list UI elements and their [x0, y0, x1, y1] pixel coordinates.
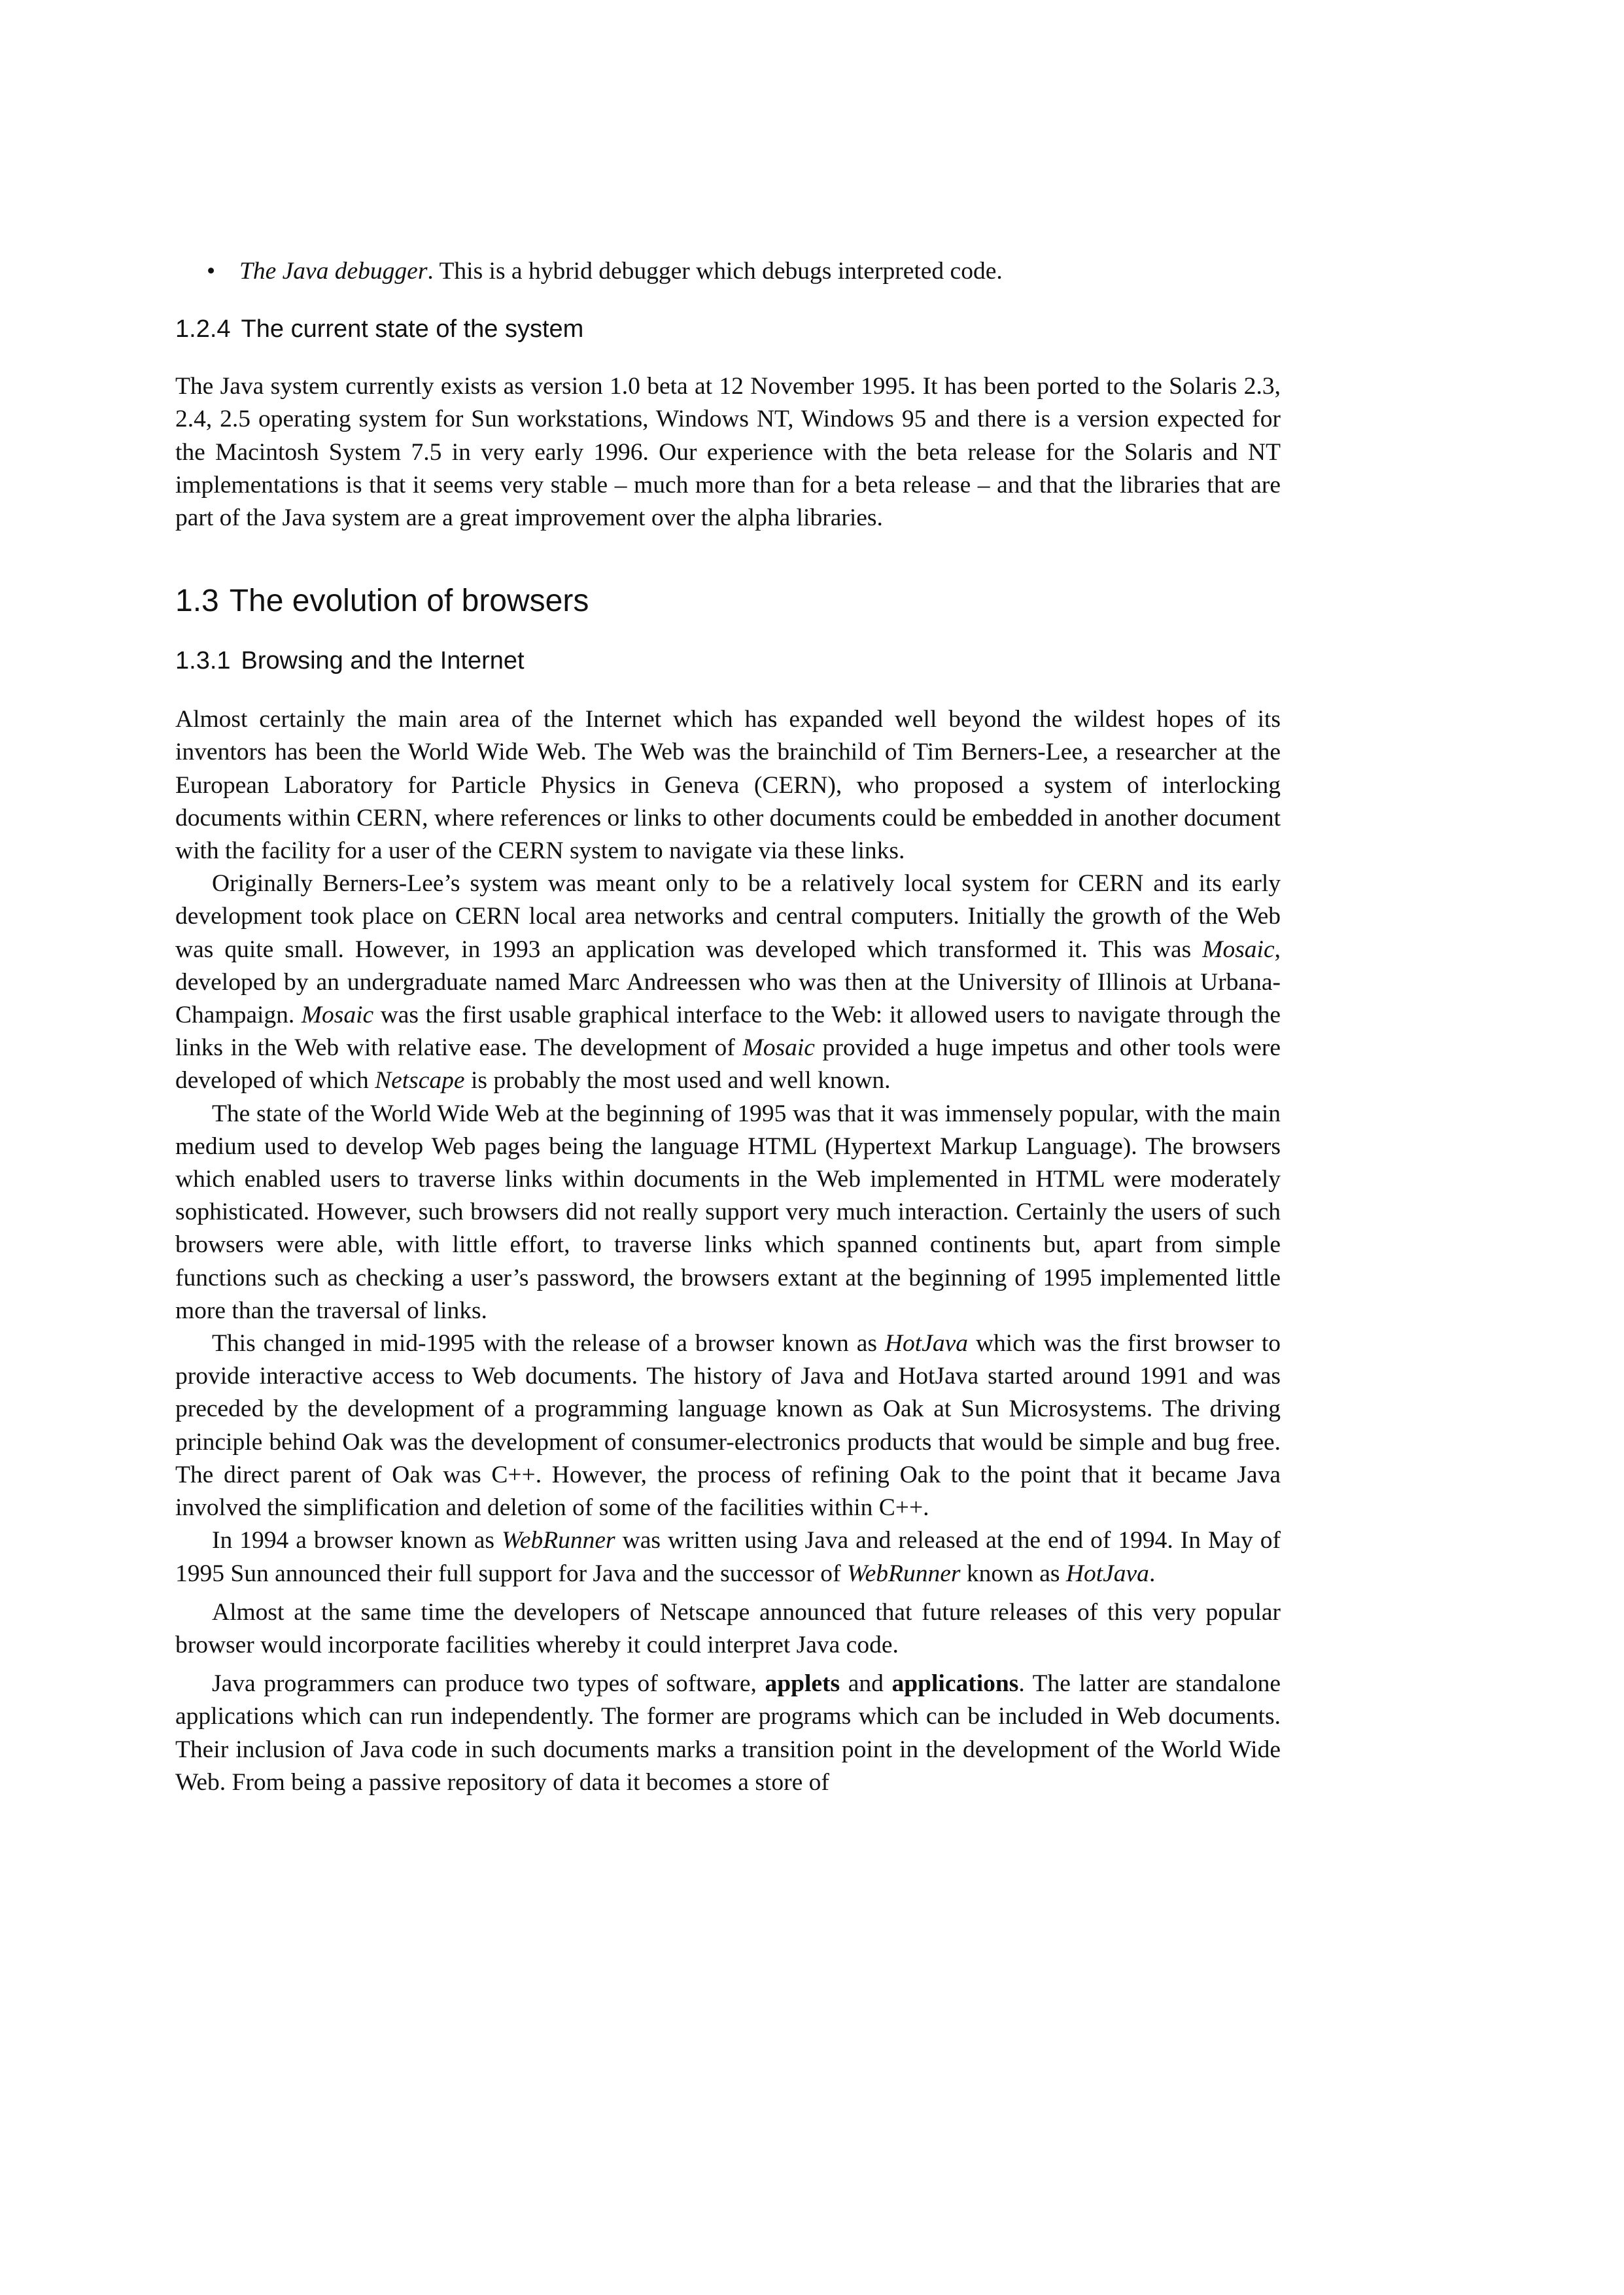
text-run: Originally Berners-Lee’s system was meant only to be a relatively local system for CERN and its early development took place on CERN local area networks and central computers. Initially the growth of the Web was quite small. However, in 1993 an application was developed which transformed it. This was	[175, 870, 1281, 963]
italic-webrunner: WebRunner	[846, 1560, 961, 1587]
heading-number: 1.3.1	[175, 647, 231, 675]
italic-webrunner: WebRunner	[502, 1527, 615, 1554]
heading-1-3	[175, 582, 1281, 621]
text-run: .	[1149, 1560, 1156, 1587]
heading-1-3-1	[175, 644, 1281, 677]
italic-mosaic: Mosaic	[1202, 936, 1275, 963]
italic-hotjava: HotJava	[1065, 1560, 1149, 1587]
text-run: which was the first browser to provide interactive access to Web documents. The history of Java and HotJava started around 1991 and was preceded by the development of a programming language known as Oak at Sun Microsystems. The driving principle behind Oak was the development of consumer-electronics products that would be simple and bug free. The direct parent of Oak was C++. However, the process of refining Oak to the point that it became Java involved the simplification and deletion of some of the facilities within C++.	[175, 1330, 1281, 1522]
italic-hotjava: HotJava	[884, 1330, 968, 1358]
paragraph-hotjava	[175, 1327, 1281, 1524]
paragraph-netscape: Almost at the same time the developers of Netscape announced that future releases of this very popular browser would incorporate facilities whereby it could interpret Java code.	[175, 1598, 1281, 1658]
text-run: was the first usable graphical interface to the Web: it allowed users to navigate through the links in the Web with relative ease. The development of	[175, 1002, 1281, 1062]
italic-netscape: Netscape	[375, 1067, 465, 1095]
text-run: . The latter are standalone applications which can run independently. The former are programs which can be included in Web documents. Their inclusion of Java code in such documents marks a transition point in the development of the World Wide Web. From being a passive repository of data it becomes a store of	[175, 1670, 1281, 1796]
text-run: and	[840, 1670, 892, 1698]
text-run: provided a huge impetus and other tools were developed of which	[175, 1034, 1281, 1095]
paragraph-applets	[175, 1668, 1281, 1799]
bullet-text: . This is a hybrid debugger which debugs interpreted code.	[427, 258, 1003, 285]
text-run: was written using Java and released at the end of 1994. In May of 1995 Sun announced their full support for Java and the successor of	[175, 1527, 1281, 1587]
text-run: , developed by an undergraduate named Marc Andreessen who was then at the University of Illinois at Urbana-Champaign.	[175, 936, 1281, 1029]
italic-mosaic: Mosaic	[742, 1034, 815, 1062]
paragraph-current-state: The Java system currently exists as version 1.0 beta at 12 November 1995. It has been ported to the Solaris 2.3, 2.4, 2.5 operating system for Sun workstations, Windows NT, Windows 95 and there is a version expected for the Macintosh System 7.5 in very early 1996. Our experience with the beta release for the Solaris and NT implementations is that it seems very stable – much more than for a beta release – and that the libraries that are part of the Java system are a great improvement over the alpha libraries.	[175, 373, 1281, 532]
paragraph-mosaic	[175, 867, 1281, 1097]
bullet-icon: •	[207, 258, 216, 285]
paragraph-web-state-1995: The state of the World Wide Web at the beginning of 1995 was that it was immensely popular, with the main medium used to develop Web pages being the language HTML (Hypertext Markup Language). The browsers which enabled users to traverse links within documents in the Web implemented in HTML were moderately sophisticated. However, such browsers did not really support very much interaction. Certainly the users of such browsers were able, with little effort, to traverse links which spanned continents but, apart from simple functions such as checking a user’s password, the browsers extant at the beginning of 1995 implemented little more than the traversal of links.	[175, 1100, 1281, 1324]
paragraph-webrunner	[175, 1524, 1281, 1590]
italic-mosaic: Mosaic	[301, 1002, 374, 1029]
text-run: In 1994 a browser known as	[212, 1527, 502, 1554]
heading-number: 1.3	[175, 584, 219, 619]
bullet-term: The Java debugger	[239, 258, 428, 285]
heading-title: Browsing and the Internet	[241, 647, 525, 675]
paragraph-web-origin: Almost certainly the main area of the Internet which has expanded well beyond the wildest hopes of its inventors has been the World Wide Web. The Web was the brainchild of Tim Berners-Lee, a researcher at the European Laboratory for Particle Physics in Geneva (CERN), who proposed a system of interlocking documents within CERN, where references or links to other documents could be embedded in another document with the facility for a user of the CERN system to navigate via these links.	[175, 706, 1281, 865]
heading-title: The evolution of browsers	[229, 584, 589, 619]
text-run: Java programmers can produce two types of software,	[212, 1670, 765, 1698]
heading-number: 1.2.4	[175, 315, 231, 343]
page-content	[175, 255, 1281, 1799]
text-run: known as	[960, 1560, 1066, 1587]
bullet-item-java-debugger	[175, 255, 1281, 288]
bold-applications: applications	[891, 1670, 1019, 1698]
heading-1-2-4	[175, 313, 1281, 345]
heading-title: The current state of the system	[241, 315, 584, 343]
text-run: is probably the most used and well known.	[464, 1067, 891, 1095]
bold-applets: applets	[765, 1670, 840, 1698]
text-run: This changed in mid-1995 with the release of a browser known as	[212, 1330, 885, 1358]
